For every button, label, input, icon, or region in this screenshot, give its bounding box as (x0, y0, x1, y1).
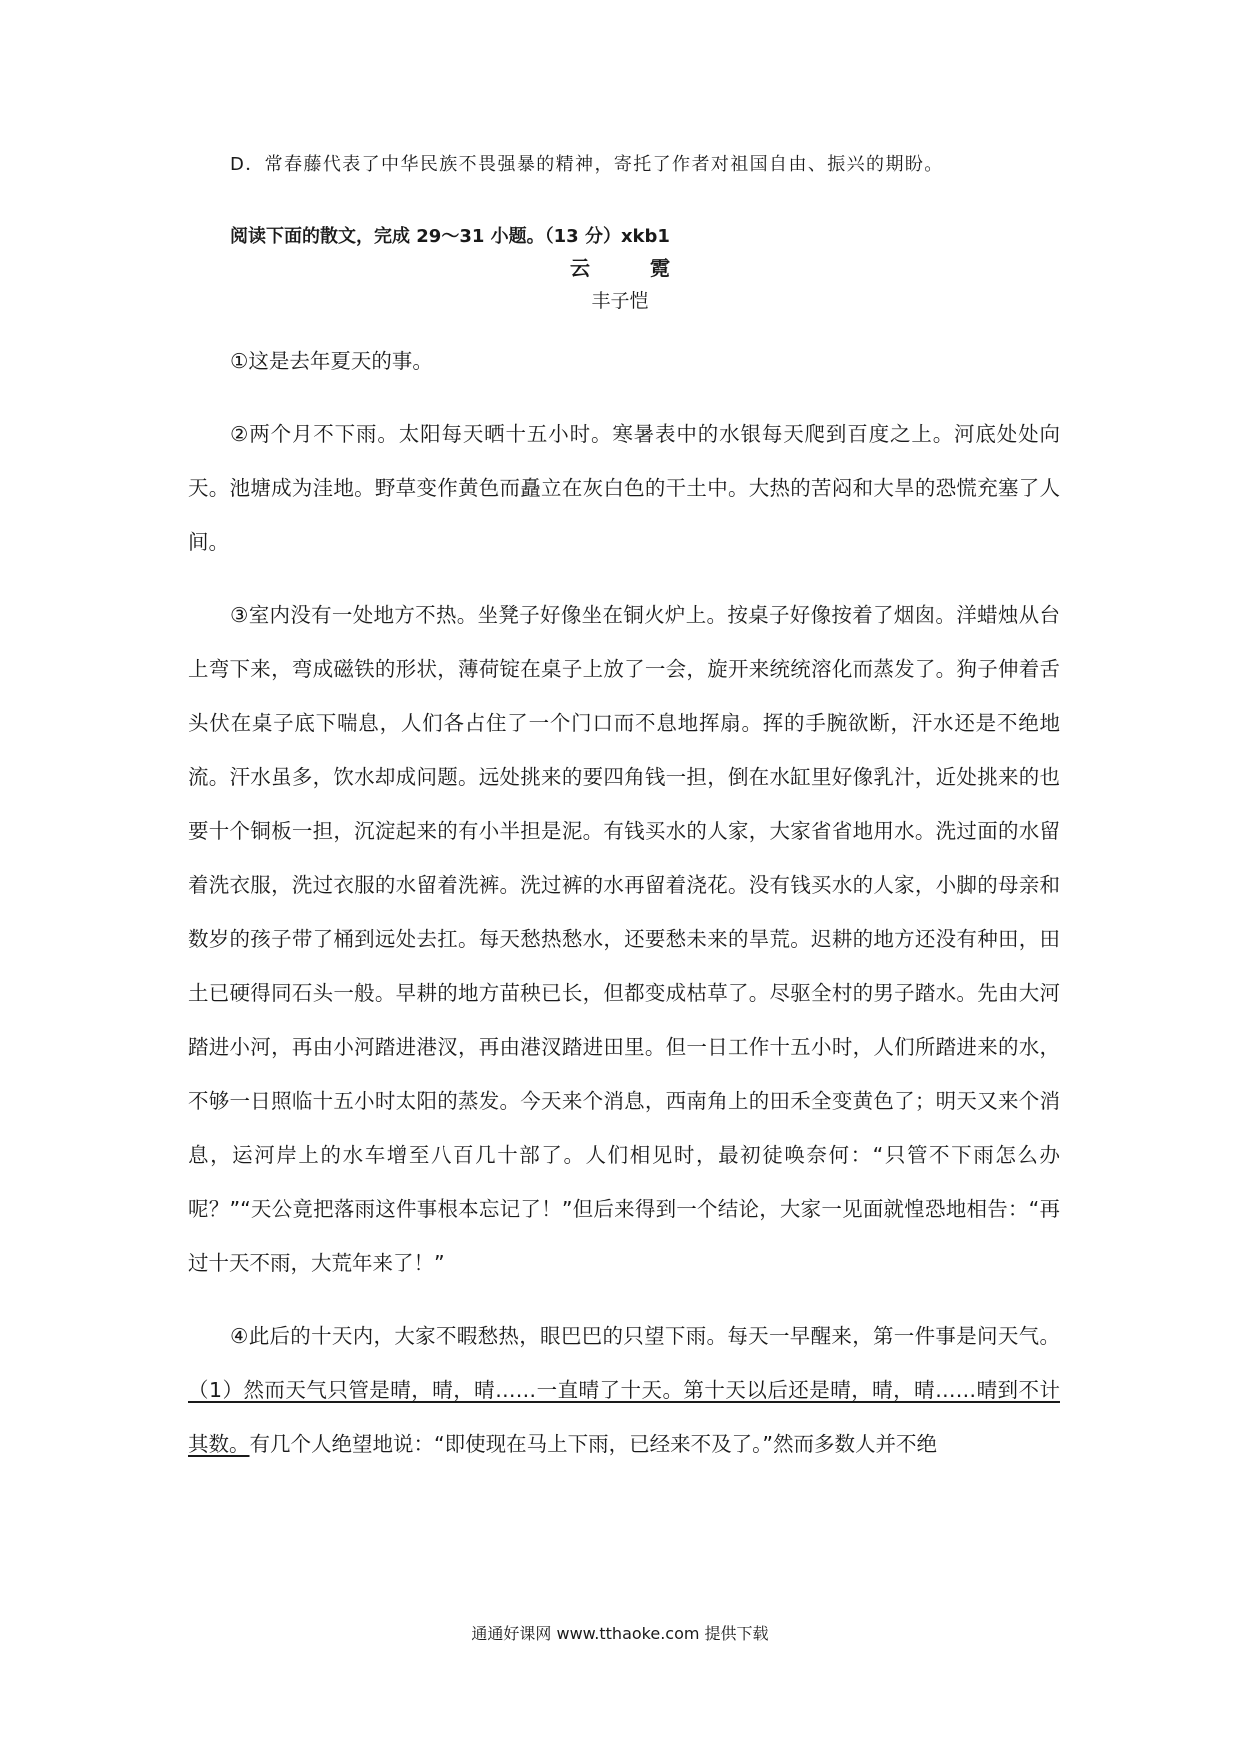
paragraph-2: ②两个月不下雨。太阳每天晒十五小时。寒暑表中的水银每天爬到百度之上。河底处处向天。池塘成为洼地。野草变作黄色而矗立在灰白色的干土中。大热的苦闷和大旱的恐慌充塞了人间。 (188, 422, 1060, 554)
reading-instruction: 阅读下面的散文，完成 29～31 小题。（13 分）xkb1 (230, 226, 670, 247)
essay-title: 云霓 (570, 256, 730, 280)
option-d: D．常春藤代表了中华民族不畏强暴的精神，寄托了作者对祖国自由、振兴的期盼。 (230, 154, 944, 175)
page-footer: 通通好课网 www.tthaoke.com 提供下载 (471, 1624, 769, 1643)
underlined-sentence-1: （1）然而天气只管是晴，晴，晴……一直晴了十天。第十天以后还是晴，晴，晴……晴到不计其数。 (188, 1378, 1060, 1456)
paragraph-4-start: ④此后的十天内，大家不暇愁热，眼巴巴的只望下雨。每天一早醒来，第一件事是问天气。 (230, 1324, 1060, 1348)
paragraph-4 (188, 1309, 1060, 1471)
paragraph-1: ①这是去年夏天的事。 (230, 349, 433, 373)
paragraph-4-end: 有几个人绝望地说：“即使现在马上下雨，已经来不及了。”然而多数人并不绝 (249, 1432, 937, 1456)
essay-body (188, 334, 1060, 1471)
paragraph-3: ③室内没有一处地方不热。坐凳子好像坐在铜火炉上。按桌子好像按着了烟囱。洋蜡烛从台上弯下来，弯成磁铁的形状，薄荷锭在桌子上放了一会，旋开来统统溶化而蒸发了。狗子伸着舌头伏在桌子底下喘息，人们各占住了一个门口而不息地挥扇。挥的手腕欲断，汗水还是不绝地流。汗水虽多，饮水却成问题。远处挑来的要四角钱一担，倒在水缸里好像乳汁，近处挑来的也要十个铜板一担，沉淀起来的有小半担是泥。有钱买水的人家，大家省省地用水。洗过面的水留着洗衣服，洗过衣服的水留着洗裤。洗过裤的水再留着浇花。没有钱买水的人家，小脚的母亲和数岁的孩子带了桶到远处去扛。每天愁热愁水，还要愁未来的旱荒。迟耕的地方还没有种田，田土已硬得同石头一般。早耕的地方苗秧已长，但都变成枯草了。尽驱全村的男子踏水。先由大河踏进小河，再由小河踏进港汊，再由港汊踏进田里。但一日工作十五小时，人们所踏进来的水，不够一日照临十五小时太阳的蒸发。今天来个消息，西南角上的田禾全变黄色了；明天又来个消息，运河岸上的水车增至八百几十部了。人们相见时，最初徒唤奈何：“只管不下雨怎么办呢？”“天公竟把落雨这件事根本忘记了！”但后来得到一个结论，大家一见面就惶恐地相告：“再过十天不雨，大荒年来了！” (188, 603, 1060, 1275)
essay-author: 丰子恺 (591, 290, 649, 312)
